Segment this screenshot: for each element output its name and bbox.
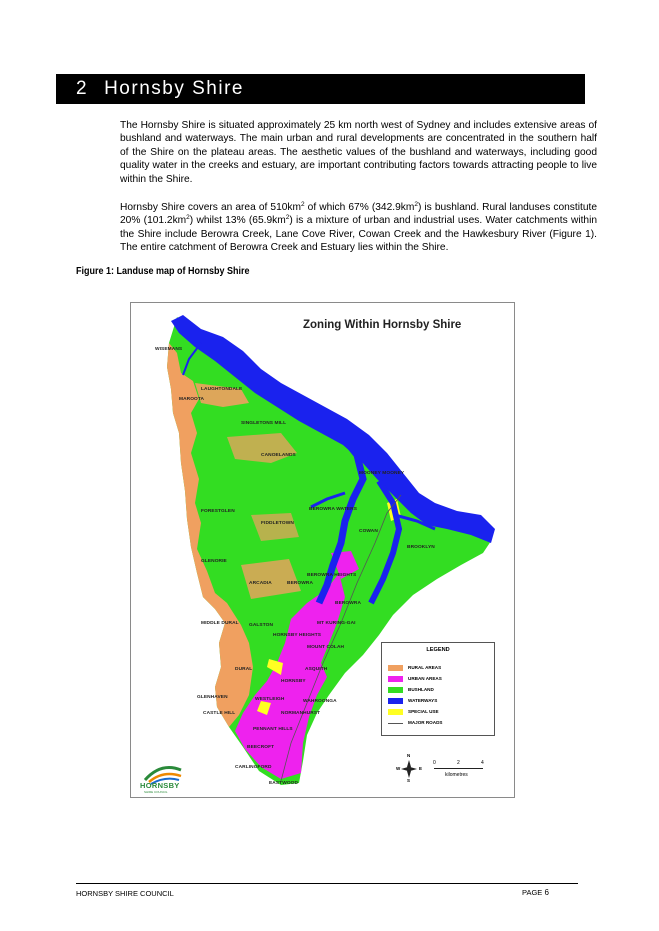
place-label: WESTLEIGH — [255, 697, 285, 702]
legend-item-waterways — [408, 697, 437, 705]
superscript: 2 — [300, 201, 305, 208]
north-arrow-icon — [396, 753, 423, 783]
superscript: 2 — [285, 214, 290, 222]
figure-caption: Figure 1: Landuse map of Hornsby Shire — [76, 266, 250, 277]
place-label: GLENHAVEN — [197, 695, 228, 700]
legend-swatch — [388, 687, 403, 693]
place-label: SINGLETONS MILL — [241, 421, 287, 426]
place-label: MOUNT COLAH — [307, 645, 345, 650]
compass-w: W — [396, 766, 401, 771]
legend-title: LEGEND — [426, 647, 450, 653]
scale-tick: 4 — [481, 760, 484, 766]
footer-divider — [76, 883, 578, 884]
legend-label: SPECIAL USE — [408, 709, 439, 714]
place-label: HORNSBY — [281, 679, 306, 684]
place-label: BEROWRA WATERS — [309, 507, 358, 512]
page-number: 6 — [544, 888, 549, 897]
place-label: LAUGHTONDALE — [201, 387, 243, 392]
paragraph-intro: The Hornsby Shire is situated approximately 25 km north west of Sydney and includes extensive areas of bushland and waterways. The main urban and rural developments are concentrated in the southern half of the Shire on the plateau areas. The aesthetic values of the bushland and waterways, including good quality water in the creeks and estuary, are important contributing factors towards attracting people to live within the Shire. — [120, 120, 597, 185]
section-title: Hornsby Shire — [104, 78, 244, 99]
place-label: MT KURING-GAI — [317, 621, 356, 626]
section-number: 2 — [76, 78, 89, 99]
legend-item-major-roads — [408, 719, 442, 727]
para-text: of which 67% (342.9km — [304, 202, 415, 213]
place-label: MIDDLE DURAL — [201, 621, 239, 626]
place-label: GLENORIE — [201, 559, 227, 564]
scale-unit: kilometres — [445, 772, 468, 778]
para-text: ) whilst 13% (65.9km — [189, 215, 286, 227]
place-label: MAROOTA — [179, 397, 205, 402]
place-label: ARCADIA — [249, 581, 272, 586]
paragraph-area — [120, 201, 597, 255]
footer-organisation: HORNSBY SHIRE COUNCIL — [76, 889, 174, 898]
compass-s: S — [407, 778, 411, 783]
place-label: CANOELANDS — [261, 453, 296, 458]
scale-line — [434, 768, 483, 769]
footer-page — [522, 888, 549, 897]
landuse-map — [130, 302, 515, 798]
legend-swatch — [388, 709, 403, 715]
place-label: FIDDLETOWN — [261, 521, 294, 526]
compass-n: N — [407, 753, 411, 758]
legend-swatch — [388, 723, 403, 724]
scale-tick: 2 — [457, 760, 460, 766]
legend-label: URBAN AREAS — [408, 676, 442, 681]
place-label: BROOKLYN — [407, 545, 435, 550]
place-label: MOONEY MOONEY — [359, 471, 405, 476]
legend-swatch — [388, 698, 403, 704]
scale-bar — [433, 760, 488, 784]
legend-item-urban — [408, 675, 442, 683]
legend-swatch — [388, 676, 403, 682]
place-label: FORESTGLEN — [201, 509, 235, 514]
place-label: BEROWRA HEIGHTS — [307, 573, 357, 578]
place-label: WAHROONGA — [303, 699, 337, 704]
compass-e: E — [419, 766, 423, 771]
legend-label: MAJOR ROADS — [408, 720, 443, 725]
place-label: NORMANHURST — [281, 711, 321, 716]
para-text: ) is a mixture of urban and industrial uses. Water catchments within the Shire include Berowra Creek, Lane Cove River, Cowan Creek and the Hawkesbury River (Figure 1). The entire catchment of Berowra Creek and Estuary lies within the Shire. — [120, 215, 598, 254]
legend-label: BUSHLAND — [408, 687, 434, 692]
place-label: COWAN — [359, 529, 378, 534]
superscript: 2 — [414, 201, 418, 208]
place-label: HORNSBY HEIGHTS — [273, 633, 322, 638]
legend-item-bushland — [408, 686, 434, 694]
scale-tick: 0 — [433, 760, 436, 766]
place-label: EASTWOOD — [269, 781, 299, 786]
legend-swatch — [388, 665, 403, 671]
superscript: 2 — [186, 214, 190, 222]
place-label: DURAL — [235, 667, 253, 672]
para-text: Hornsby Shire covers an area of 510km — [120, 202, 301, 213]
legend-item-special-use — [408, 708, 439, 716]
map-title: Zoning Within Hornsby Shire — [303, 319, 462, 331]
place-label: BEROWRA — [287, 581, 314, 586]
section-heading — [56, 74, 585, 104]
legend-label: WATERWAYS — [408, 698, 438, 703]
place-label: BEROWRA — [335, 601, 362, 606]
logo-subtitle: SHIRE COUNCIL — [144, 790, 168, 794]
place-label: BEECROFT — [247, 745, 275, 750]
place-label: PENNANT HILLS — [253, 727, 293, 732]
map-legend — [381, 642, 495, 736]
legend-label: RURAL AREAS — [408, 665, 442, 670]
legend-item-rural — [408, 664, 441, 672]
place-label: WISEMANS — [155, 347, 183, 352]
logo-name: HORNSBY — [140, 781, 180, 790]
page-label: PAGE — [522, 888, 543, 897]
place-label: CARLINGFORD — [235, 765, 272, 770]
place-label: CASTLE HILL — [203, 711, 236, 716]
para-text: ) is bushland. Rural landuses constitute 20% (101.2km — [120, 202, 597, 227]
place-label: GALSTON — [249, 623, 274, 628]
place-label: ASQUITH — [305, 667, 328, 672]
